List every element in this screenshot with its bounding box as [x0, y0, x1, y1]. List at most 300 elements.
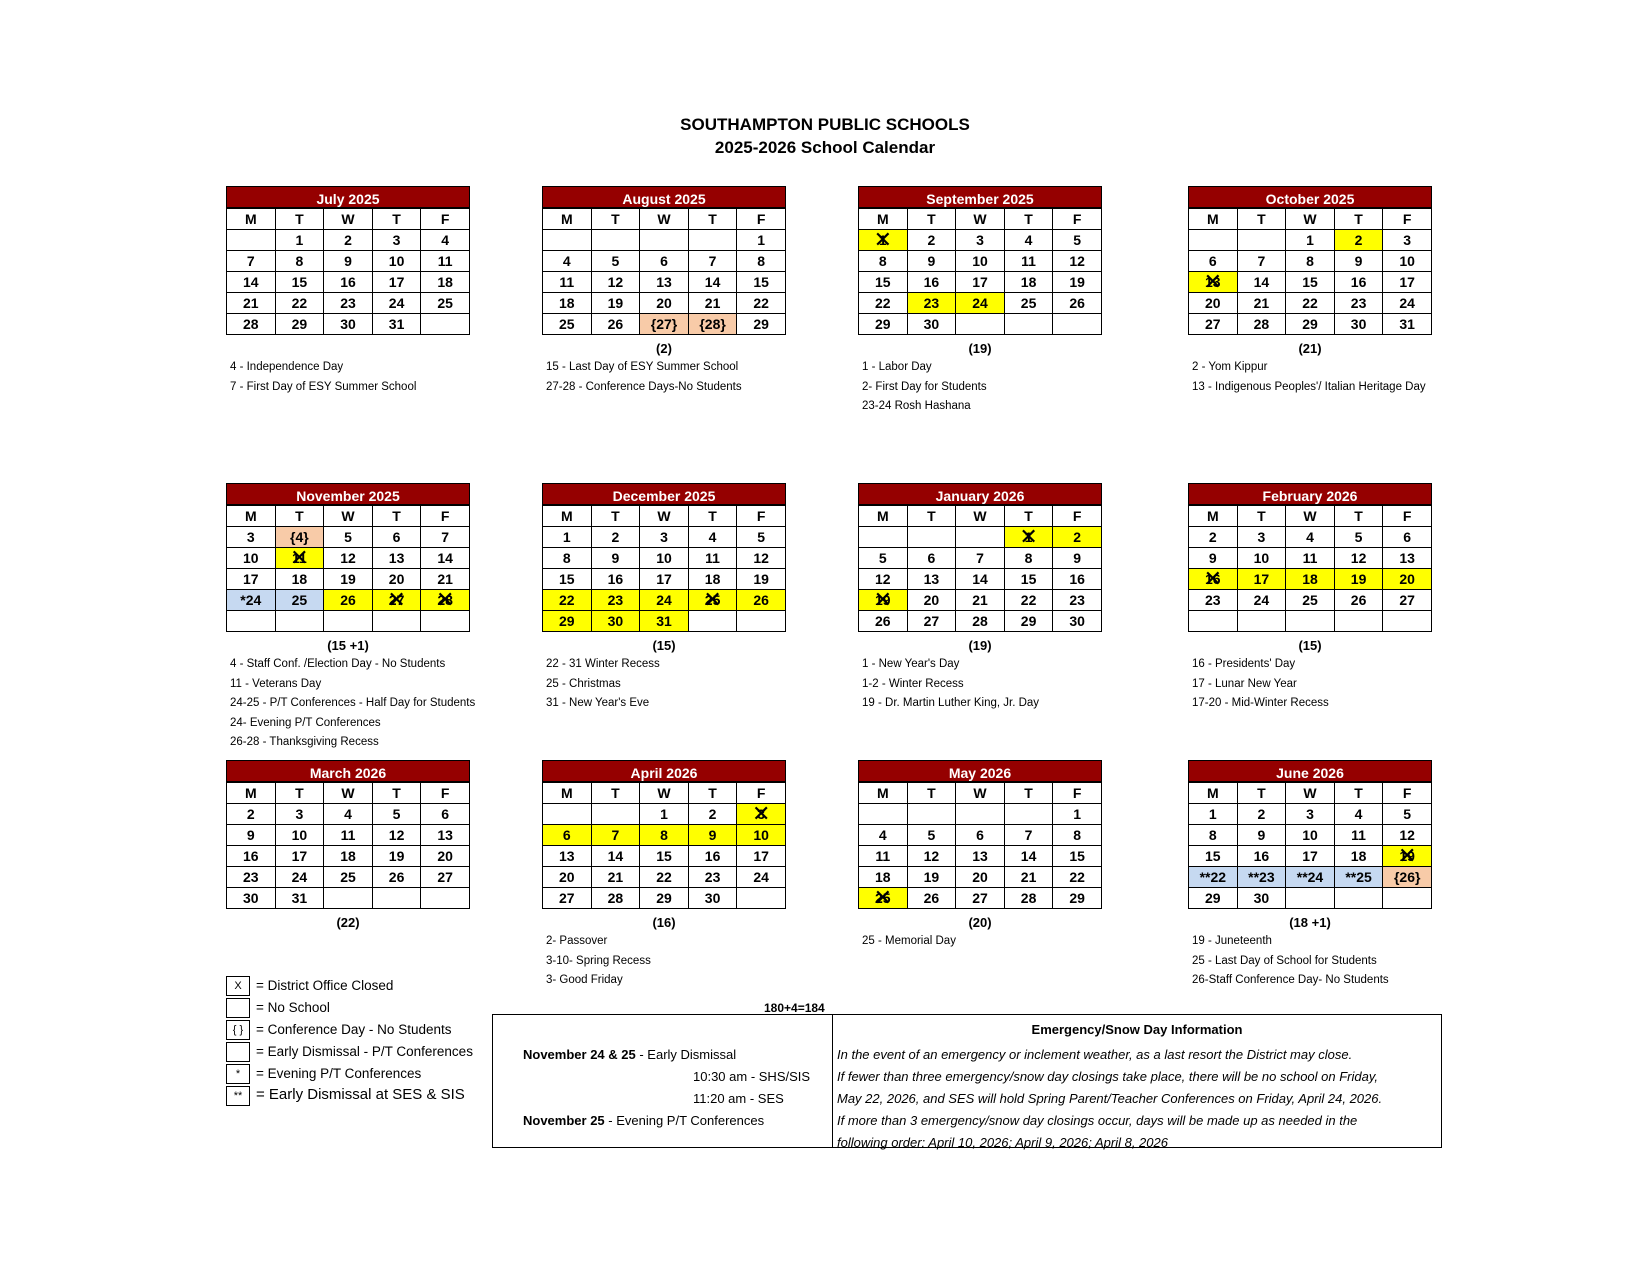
- month-notes: [862, 932, 956, 952]
- day-cell: 3: [227, 527, 276, 548]
- day-cell: 8: [1053, 825, 1102, 846]
- school-day-count: (19): [968, 341, 992, 356]
- day-cell: 5: [1334, 527, 1383, 548]
- weekday-header: T: [1334, 506, 1383, 527]
- day-cell: 13: [421, 825, 470, 846]
- note-line: 1 - New Year's Day: [862, 658, 960, 670]
- note-line: 24- Evening P/T Conferences: [230, 716, 381, 729]
- day-cell: 1: [275, 230, 324, 251]
- day-cell: 3: [640, 527, 689, 548]
- month-calendar: [1188, 483, 1432, 709]
- day-cell: 10: [275, 825, 324, 846]
- day-cell: 19: [1053, 272, 1102, 293]
- day-cell: 10: [372, 251, 421, 272]
- day-cell: 12: [1334, 548, 1383, 569]
- day-cell: 23: [227, 867, 276, 888]
- day-cell: 2: [1189, 527, 1238, 548]
- day-cell: 31: [372, 314, 421, 335]
- day-cell: 24: [275, 867, 324, 888]
- weekday-header: T: [1334, 209, 1383, 230]
- day-cell: 8: [543, 548, 592, 569]
- day-cell: 13 ✕: [1189, 272, 1238, 293]
- day-cell: [1237, 230, 1286, 251]
- day-cell: 17: [1286, 846, 1335, 867]
- month-title: November 2025: [226, 483, 470, 505]
- day-cell: 9: [1053, 548, 1102, 569]
- month-notes: [546, 358, 742, 397]
- day-cell: [1004, 314, 1053, 335]
- day-cell: 18: [688, 569, 737, 590]
- month-title: September 2025: [858, 186, 1102, 208]
- day-cell: 2: [1334, 230, 1383, 251]
- month-table: [226, 208, 470, 335]
- note-line: 31 - New Year's Eve: [546, 697, 650, 709]
- page-title: SOUTHAMPTON PUBLIC SCHOOLS: [680, 115, 970, 134]
- weekday-header: T: [275, 783, 324, 804]
- note-line: 26-Staff Conference Day- No Students: [1192, 974, 1389, 986]
- legend-swatch: X: [226, 976, 250, 996]
- day-cell: 22: [1004, 590, 1053, 611]
- weekday-header: T: [1004, 209, 1053, 230]
- weekday-header: F: [1053, 209, 1102, 230]
- day-cell: 7: [956, 548, 1005, 569]
- day-cell: 22: [737, 293, 786, 314]
- weekday-header: M: [227, 783, 276, 804]
- day-cell: 21: [688, 293, 737, 314]
- day-cell: 5: [907, 825, 956, 846]
- day-cell: 5: [859, 548, 908, 569]
- day-cell: 6: [1189, 251, 1238, 272]
- note-line: 24-25 - P/T Conferences - Half Day for Students: [230, 697, 476, 709]
- day-cell: 30: [688, 888, 737, 909]
- day-cell: 18: [1286, 569, 1335, 590]
- day-cell: 22: [1286, 293, 1335, 314]
- day-cell: 24: [737, 867, 786, 888]
- note-line: 4 - Independence Day: [230, 361, 344, 373]
- school-day-count: (22): [336, 915, 360, 930]
- day-cell: 11: [859, 846, 908, 867]
- month-title: March 2026: [226, 760, 470, 782]
- month-table: [542, 782, 786, 909]
- day-cell: 4: [688, 527, 737, 548]
- day-cell: 15: [543, 569, 592, 590]
- day-cell: 24: [1237, 590, 1286, 611]
- day-cell: 19: [324, 569, 373, 590]
- day-cell: 11: [1334, 825, 1383, 846]
- day-cell: 4: [543, 251, 592, 272]
- note-line: 1 - Labor Day: [862, 361, 932, 373]
- day-cell: 25: [543, 314, 592, 335]
- weekday-header: T: [1237, 783, 1286, 804]
- weekday-header: T: [688, 506, 737, 527]
- day-cell: 29: [859, 314, 908, 335]
- day-cell: 23: [907, 293, 956, 314]
- legend-label: = Early Dismissal at SES & SIS: [256, 1086, 465, 1103]
- month-calendar: [858, 483, 1102, 709]
- day-cell: 9: [1237, 825, 1286, 846]
- legend-label: = Early Dismissal - P/T Conferences: [256, 1044, 473, 1059]
- day-cell: 4: [421, 230, 470, 251]
- day-cell: 16: [591, 569, 640, 590]
- day-cell: 9: [324, 251, 373, 272]
- month-calendar: [1188, 760, 1432, 986]
- day-cell: 8: [275, 251, 324, 272]
- weekday-header: T: [372, 783, 421, 804]
- legend-label: = Evening P/T Conferences: [256, 1066, 422, 1081]
- weekday-header: T: [275, 209, 324, 230]
- day-cell: 10: [737, 825, 786, 846]
- day-cell: 5: [1383, 804, 1432, 825]
- day-cell: 15: [640, 846, 689, 867]
- day-cell: [591, 804, 640, 825]
- day-cell: 12: [372, 825, 421, 846]
- legend-swatch: **: [226, 1086, 250, 1106]
- month-notes: [230, 655, 475, 753]
- day-cell: [421, 314, 470, 335]
- day-cell: 20: [956, 867, 1005, 888]
- day-cell: 14: [421, 548, 470, 569]
- weekday-header: M: [859, 506, 908, 527]
- day-cell: 27: [907, 611, 956, 632]
- day-cell: 31: [640, 611, 689, 632]
- month-notes: [546, 932, 651, 991]
- day-cell: 29: [737, 314, 786, 335]
- day-cell: 21: [956, 590, 1005, 611]
- early-dismissal-line-3: 11:20 am - SES: [693, 1091, 784, 1106]
- day-cell: 26: [737, 590, 786, 611]
- day-cell: 11: [688, 548, 737, 569]
- day-cell: 12: [907, 846, 956, 867]
- month-title: May 2026: [858, 760, 1102, 782]
- weekday-header: T: [688, 209, 737, 230]
- day-cell: 21: [421, 569, 470, 590]
- month-calendar: [542, 186, 786, 393]
- day-cell: 26: [1053, 293, 1102, 314]
- weekday-header: T: [907, 506, 956, 527]
- month-calendar: [1188, 186, 1432, 393]
- day-cell: 7: [1004, 825, 1053, 846]
- day-cell: 29: [275, 314, 324, 335]
- day-cell: 12: [1053, 251, 1102, 272]
- day-cell: 20: [907, 590, 956, 611]
- day-cell: [591, 230, 640, 251]
- weekday-header: T: [372, 209, 421, 230]
- weekday-header: W: [324, 506, 373, 527]
- day-cell: 2: [324, 230, 373, 251]
- day-cell: 27: [543, 888, 592, 909]
- day-cell: 17: [1383, 272, 1432, 293]
- day-cell: 13: [372, 548, 421, 569]
- school-day-count: (20): [968, 915, 992, 930]
- weekday-header: T: [1004, 783, 1053, 804]
- note-line: 26-28 - Thanksgiving Recess: [230, 736, 379, 748]
- day-cell: [688, 611, 737, 632]
- day-cell: 16: [227, 846, 276, 867]
- day-cell: 17: [640, 569, 689, 590]
- month-notes: [1192, 932, 1389, 991]
- school-day-count: [226, 341, 470, 356]
- month-calendar: [858, 760, 1102, 947]
- weekday-header: F: [421, 209, 470, 230]
- day-cell: [956, 314, 1005, 335]
- note-line: 17-20 - Mid-Winter Recess: [1192, 697, 1329, 709]
- day-cell: 6: [907, 548, 956, 569]
- day-cell: 12: [591, 272, 640, 293]
- early-dismissal-line-1: November 24 & 25 - Early Dismissal: [523, 1047, 737, 1062]
- note-line: 25 - Christmas: [546, 677, 621, 690]
- note-line: 19 - Juneteenth: [1192, 935, 1272, 947]
- weekday-header: M: [1189, 209, 1238, 230]
- emergency-title: Emergency/Snow Day Information: [1031, 1022, 1243, 1037]
- day-cell: 7: [227, 251, 276, 272]
- note-line: 15 - Last Day of ESY Summer School: [546, 361, 739, 373]
- day-cell: 16: [688, 846, 737, 867]
- day-cell: 25: [1286, 590, 1335, 611]
- day-cell: 14: [688, 272, 737, 293]
- day-cell: 5: [1053, 230, 1102, 251]
- weekday-header: M: [1189, 783, 1238, 804]
- day-cell: 25 ✕: [688, 590, 737, 611]
- day-cell: 1 ✕: [1004, 527, 1053, 548]
- school-day-count: (15): [652, 638, 676, 653]
- day-cell: 8: [640, 825, 689, 846]
- weekday-header: F: [737, 783, 786, 804]
- day-cell: 8: [1004, 548, 1053, 569]
- day-cell: 28: [591, 888, 640, 909]
- day-cell: 7: [688, 251, 737, 272]
- note-line: 17 - Lunar New Year: [1192, 677, 1297, 690]
- day-cell: 25: [275, 590, 324, 611]
- note-line: 25 - Last Day of School for Students: [1192, 954, 1377, 967]
- month-title: December 2025: [542, 483, 786, 505]
- weekday-header: F: [421, 783, 470, 804]
- day-cell: 16: [324, 272, 373, 293]
- day-cell: [907, 804, 956, 825]
- day-cell: [1189, 611, 1238, 632]
- day-cell: 23: [324, 293, 373, 314]
- day-cell: 11: [324, 825, 373, 846]
- weekday-header: F: [737, 209, 786, 230]
- school-day-count: (19): [968, 638, 992, 653]
- day-cell: 27: [956, 888, 1005, 909]
- day-cell: 6: [543, 825, 592, 846]
- day-cell: 15: [1286, 272, 1335, 293]
- day-cell: 17: [737, 846, 786, 867]
- weekday-header: W: [640, 783, 689, 804]
- day-cell: 31: [275, 888, 324, 909]
- day-cell: 20: [372, 569, 421, 590]
- day-cell: [737, 611, 786, 632]
- day-cell: 26: [859, 611, 908, 632]
- day-cell: [737, 888, 786, 909]
- weekday-header: M: [859, 783, 908, 804]
- day-cell: *24: [227, 590, 276, 611]
- month-table: [858, 782, 1102, 909]
- day-cell: [1237, 611, 1286, 632]
- month-table: [858, 208, 1102, 335]
- day-cell: 16: [907, 272, 956, 293]
- day-cell: 18: [1004, 272, 1053, 293]
- day-cell: 9: [1334, 251, 1383, 272]
- day-cell: {4}: [275, 527, 324, 548]
- note-line: 16 - Presidents' Day: [1192, 658, 1296, 670]
- day-cell: 14: [1237, 272, 1286, 293]
- legend-label: = District Office Closed: [256, 978, 394, 993]
- day-cell: [324, 888, 373, 909]
- day-cell: [372, 888, 421, 909]
- day-cell: 9: [907, 251, 956, 272]
- day-cell: 29: [1053, 888, 1102, 909]
- month-title: February 2026: [1188, 483, 1432, 505]
- day-cell: [859, 804, 908, 825]
- day-cell: 4: [859, 825, 908, 846]
- day-cell: 2: [1053, 527, 1102, 548]
- day-cell: 3 ✕: [737, 804, 786, 825]
- day-cell: 4: [1004, 230, 1053, 251]
- day-cell: 29: [1004, 611, 1053, 632]
- day-cell: 11: [1286, 548, 1335, 569]
- day-cell: 27 ✕: [372, 590, 421, 611]
- day-cell: 14: [956, 569, 1005, 590]
- note-line: 2 - Yom Kippur: [1192, 361, 1268, 373]
- day-cell: 5: [591, 251, 640, 272]
- note-line: 23-24 Rosh Hashana: [862, 400, 971, 412]
- day-cell: 17: [1237, 569, 1286, 590]
- weekday-header: W: [1286, 783, 1335, 804]
- day-cell: 29: [640, 888, 689, 909]
- weekday-header: T: [591, 209, 640, 230]
- month-calendar: [226, 760, 470, 930]
- day-cell: 28: [227, 314, 276, 335]
- weekday-header: T: [688, 783, 737, 804]
- day-cell: 18: [1334, 846, 1383, 867]
- day-cell: 8: [859, 251, 908, 272]
- weekday-header: M: [227, 506, 276, 527]
- day-cell: [688, 230, 737, 251]
- weekday-header: T: [372, 506, 421, 527]
- day-cell: 30: [591, 611, 640, 632]
- school-day-count: (15 +1): [327, 638, 369, 653]
- day-cell: 10: [1286, 825, 1335, 846]
- day-cell: 26: [1334, 590, 1383, 611]
- day-cell: 1: [543, 527, 592, 548]
- day-cell: 10: [1383, 251, 1432, 272]
- month-calendar: [226, 483, 476, 748]
- day-cell: 25 ✕: [859, 888, 908, 909]
- month-title: July 2025: [226, 186, 470, 208]
- weekday-header: F: [1383, 506, 1432, 527]
- day-cell: 19: [737, 569, 786, 590]
- weekday-header: T: [1237, 506, 1286, 527]
- day-cell: [956, 804, 1005, 825]
- weekday-header: F: [737, 506, 786, 527]
- day-cell: [227, 230, 276, 251]
- day-cell: 23: [591, 590, 640, 611]
- day-cell: 29: [1286, 314, 1335, 335]
- weekday-header: W: [1286, 209, 1335, 230]
- note-line: 4 - Staff Conf. /Election Day - No Students: [230, 658, 446, 670]
- day-cell: 1: [737, 230, 786, 251]
- emergency-text-line: May 22, 2026, and SES will hold Spring Parent/Teacher Conferences on Friday, April 24, 2026.: [837, 1091, 1383, 1106]
- weekday-header: T: [591, 506, 640, 527]
- day-cell: 19 ✕: [1383, 846, 1432, 867]
- day-cell: 8: [1189, 825, 1238, 846]
- day-cell: **22: [1189, 867, 1238, 888]
- weekday-header: T: [1004, 506, 1053, 527]
- day-cell: 9: [591, 548, 640, 569]
- weekday-header: F: [1383, 209, 1432, 230]
- day-cell: 24: [372, 293, 421, 314]
- day-cell: 17: [372, 272, 421, 293]
- day-cell: 21: [227, 293, 276, 314]
- day-cell: 11: [421, 251, 470, 272]
- day-cell: 23: [1189, 590, 1238, 611]
- weekday-header: M: [227, 209, 276, 230]
- day-cell: 10: [640, 548, 689, 569]
- day-cell: 30: [1053, 611, 1102, 632]
- month-notes: [1192, 358, 1426, 397]
- day-cell: 23: [688, 867, 737, 888]
- info-box: [492, 1014, 1442, 1148]
- day-cell: 15: [275, 272, 324, 293]
- day-cell: [1383, 888, 1432, 909]
- day-cell: 17: [956, 272, 1005, 293]
- month-table: [858, 505, 1102, 632]
- note-line: 11 - Veterans Day: [230, 677, 322, 690]
- day-cell: 9: [688, 825, 737, 846]
- legend-label: = Conference Day - No Students: [256, 1022, 452, 1037]
- day-cell: 9: [227, 825, 276, 846]
- day-cell: 17: [275, 846, 324, 867]
- month-notes: [1192, 655, 1329, 714]
- school-day-count: (21): [1298, 341, 1322, 356]
- day-cell: 22: [275, 293, 324, 314]
- day-cell: [640, 230, 689, 251]
- emergency-text-line: If more than 3 emergency/snow day closings occur, days will be made up as needed in the: [837, 1113, 1358, 1128]
- day-cell: [1334, 611, 1383, 632]
- month-notes: [862, 358, 987, 417]
- weekday-header: T: [1334, 783, 1383, 804]
- day-cell: [956, 527, 1005, 548]
- day-cell: 19: [1334, 569, 1383, 590]
- day-cell: 1: [1286, 230, 1335, 251]
- day-cell: 31: [1383, 314, 1432, 335]
- day-cell: 15: [1004, 569, 1053, 590]
- month-table: [1188, 782, 1432, 909]
- day-cell: 15: [737, 272, 786, 293]
- day-cell: 20: [421, 846, 470, 867]
- day-cell: [421, 611, 470, 632]
- day-cell: 3: [956, 230, 1005, 251]
- day-cell: 28: [1237, 314, 1286, 335]
- day-cell: 13: [1383, 548, 1432, 569]
- day-cell: 19 ✕: [859, 590, 908, 611]
- emergency-text-line: following order: April 10, 2026; April 9, 2026; April 8, 2026: [837, 1135, 1168, 1150]
- weekday-header: F: [421, 506, 470, 527]
- day-cell: 19: [372, 846, 421, 867]
- legend-swatch: [226, 1042, 250, 1062]
- day-cell: **24: [1286, 867, 1335, 888]
- weekday-header: M: [543, 783, 592, 804]
- day-cell: 11 ✕: [275, 548, 324, 569]
- day-cell: [1286, 888, 1335, 909]
- day-cell: 19: [907, 867, 956, 888]
- day-cell: 2: [1237, 804, 1286, 825]
- day-cell: 24: [640, 590, 689, 611]
- day-cell: 14: [227, 272, 276, 293]
- day-cell: 30: [1334, 314, 1383, 335]
- weekday-header: W: [956, 783, 1005, 804]
